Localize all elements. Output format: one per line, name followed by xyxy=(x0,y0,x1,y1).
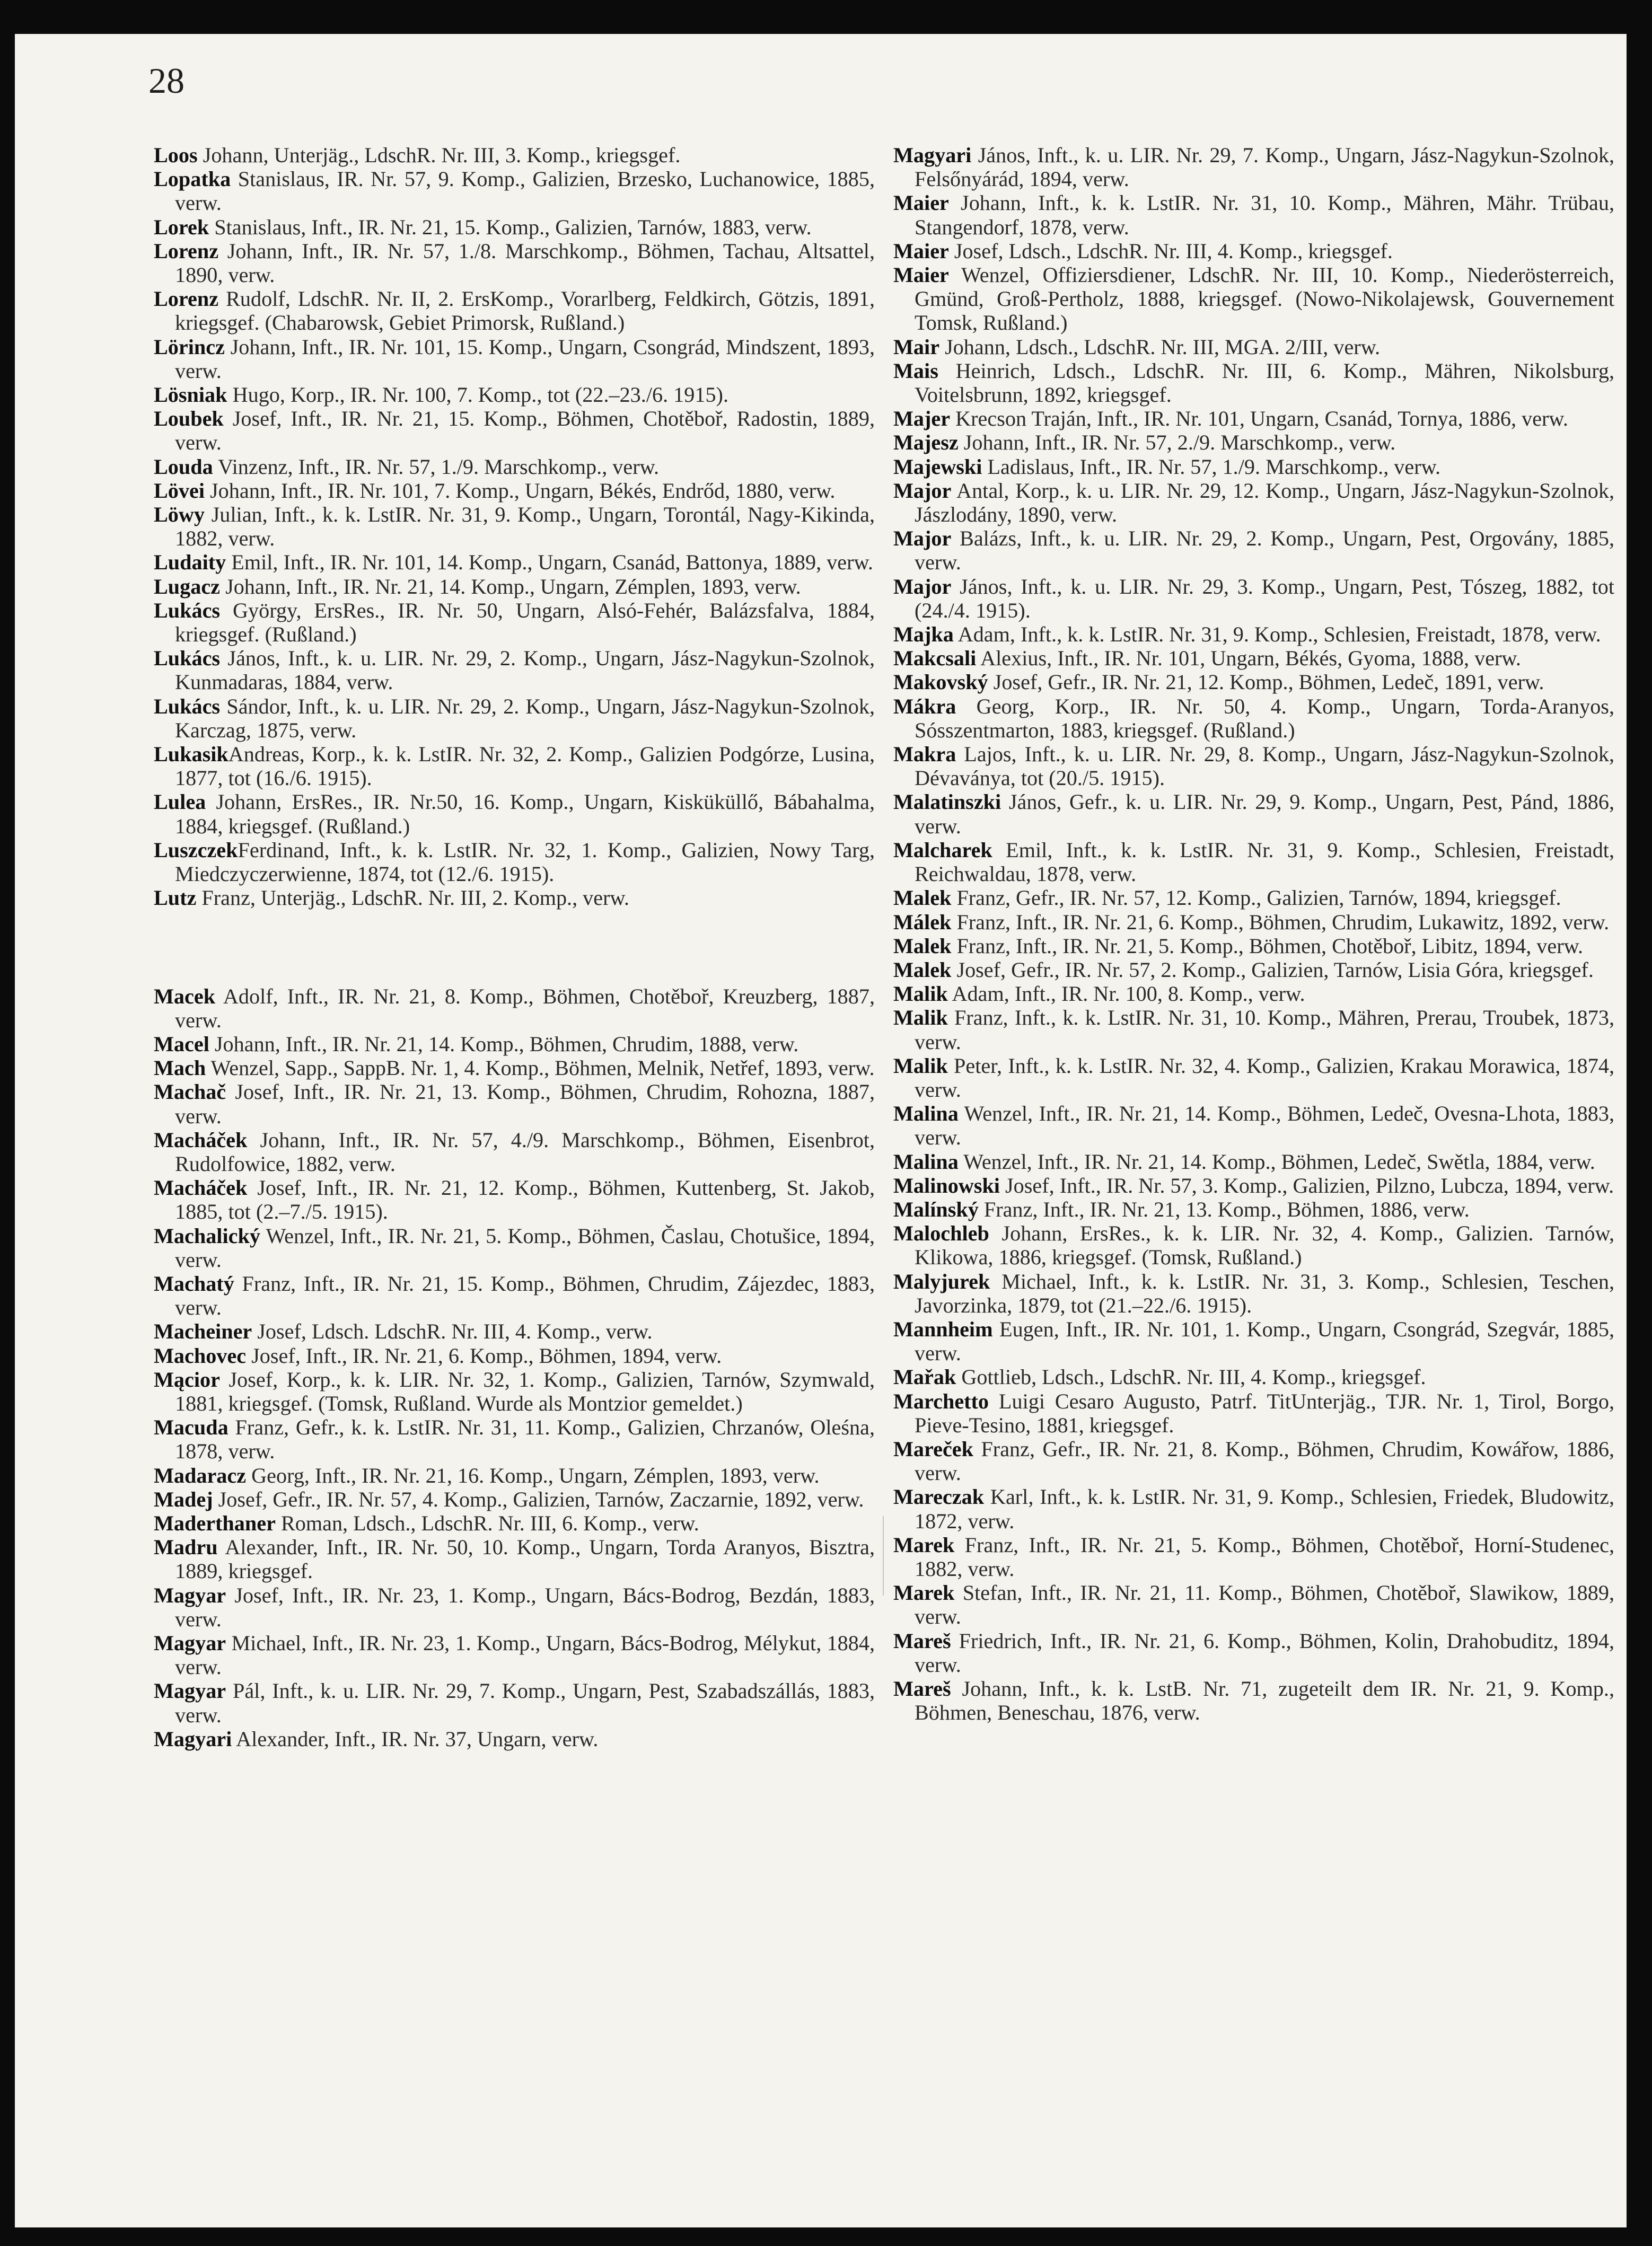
entry-surname: Madej xyxy=(154,1487,213,1511)
entry-surname: Mareš xyxy=(893,1628,951,1653)
entry-surname: Malik xyxy=(893,1006,948,1030)
entry-surname: Malinowski xyxy=(893,1173,1000,1197)
entry-surname: Majer xyxy=(893,407,951,431)
casualty-entry xyxy=(893,694,1614,742)
casualty-entry xyxy=(154,984,875,1032)
casualty-entry xyxy=(893,958,1614,982)
casualty-entry xyxy=(154,1631,875,1679)
casualty-entry xyxy=(893,982,1614,1006)
entry-surname: Mařak xyxy=(893,1365,956,1389)
casualty-entry xyxy=(893,1174,1614,1197)
casualty-entry xyxy=(893,1365,1614,1389)
entry-surname: Macel xyxy=(154,1032,209,1056)
entry-details: Balázs, Inft., k. u. LIR. Nr. 29, 2. Komp., Ungarn, Pest, Orgovány, 1885, verw. xyxy=(915,526,1614,575)
page-number: 28 xyxy=(148,60,184,101)
entry-details: Ladislaus, Inft., IR. Nr. 57, 1./9. Marschkomp., verw. xyxy=(982,454,1441,479)
entry-details: Josef, Ldsch., LdschR. Nr. III, 4. Komp., kriegsgef. xyxy=(948,239,1393,263)
entry-details: Josef, Korp., k. k. LIR. Nr. 32, 1. Komp., Galizien, Tarnów, Szymwald, 1881, kriegsgef. (Tomsk, Rußland. Wurde als Montzior gemeldet.) xyxy=(175,1367,875,1415)
entry-details: Adam, Inft., IR. Nr. 100, 8. Komp., verw. xyxy=(947,982,1305,1006)
entry-surname: Madru xyxy=(154,1535,218,1560)
entry-surname: Mákra xyxy=(893,694,956,718)
casualty-entry xyxy=(893,263,1614,335)
entry-details: Karl, Inft., k. k. LstIR. Nr. 31, 9. Komp., Schlesien, Friedek, Bludowitz, 1872, verw. xyxy=(915,1485,1614,1533)
casualty-entry xyxy=(154,1176,875,1223)
entry-surname: Marchetto xyxy=(893,1389,989,1413)
entry-surname: Malek xyxy=(893,886,952,910)
entry-details: Johann, Inft., IR. Nr. 57, 4./9. Marschkomp., Böhmen, Eisenbrot, Rudolfowice, 1882, verw. xyxy=(175,1128,875,1176)
entry-details: Emil, Inft., k. k. LstIR. Nr. 31, 9. Komp., Schlesien, Freistadt, Reichwaldau, 1878, verw. xyxy=(915,838,1614,886)
entry-surname: Machatý xyxy=(154,1271,234,1296)
entry-surname: Lutz xyxy=(154,886,197,910)
entry-details: Johann, Ldsch., LdschR. Nr. III, MGA. 2/III, verw. xyxy=(939,334,1381,359)
casualty-entry xyxy=(154,455,875,479)
casualty-entry xyxy=(154,694,875,742)
casualty-entry xyxy=(893,1006,1614,1053)
casualty-entry xyxy=(154,598,875,646)
entry-details: Eugen, Inft., IR. Nr. 101, 1. Komp., Ungarn, Csongrád, Szegvár, 1885, verw. xyxy=(915,1317,1614,1366)
entry-surname: Loos xyxy=(154,143,198,167)
entry-details: Michael, Inft., k. k. LstIR. Nr. 31, 3. Komp., Schlesien, Teschen, Javorzinka, 1879, tot (21.–22./6. 1915). xyxy=(915,1269,1614,1317)
entry-details: Johann, ErsRes., IR. Nr.50, 16. Komp., Ungarn, Kisküküllő, Bábahalma, 1884, kriegsgef. (Rußland.) xyxy=(175,790,875,838)
entry-surname: Löwy xyxy=(154,503,205,527)
entry-details: Wenzel, Inft., IR. Nr. 21, 5. Komp., Böhmen, Časlau, Chotušice, 1894, verw. xyxy=(175,1223,875,1272)
casualty-entry xyxy=(893,1485,1614,1532)
entry-surname: Lulea xyxy=(154,790,206,814)
casualty-entry xyxy=(154,239,875,287)
entry-surname: Malik xyxy=(893,1053,948,1078)
entry-details: Josef, Gefr., IR. Nr. 57, 4. Komp., Galizien, Tarnów, Zaczarnie, 1892, verw. xyxy=(213,1487,864,1511)
left-column xyxy=(154,143,875,1751)
entry-surname: Lorenz xyxy=(154,239,219,263)
casualty-entry xyxy=(893,1054,1614,1102)
entry-details: Peter, Inft., k. k. LstIR. Nr. 32, 4. Komp., Galizien, Krakau Morawica, 1874, verw. xyxy=(915,1053,1614,1102)
entry-details: Ferdinand, Inft., k. k. LstIR. Nr. 32, 1. Komp., Galizien, Nowy Targ, Miedczyczerwienne, 1874, tot (12./6. 1915). xyxy=(175,838,875,886)
entry-details: Rudolf, LdschR. Nr. II, 2. ErsKomp., Vorarlberg, Feldkirch, Götzis, 1891, kriegsgef. (Chabarowsk, Gebiet Primorsk, Rußland.) xyxy=(175,287,875,335)
entry-surname: Majesz xyxy=(893,430,959,455)
casualty-entry xyxy=(154,1487,875,1511)
entry-details: Johann, Inft., k. k. LstIR. Nr. 31, 10. Komp., Mähren, Mähr. Trübau, Stangendorf, 1878, verw. xyxy=(915,191,1614,239)
casualty-entry xyxy=(154,1415,875,1463)
casualty-entry xyxy=(893,1317,1614,1365)
casualty-entry xyxy=(893,838,1614,886)
casualty-entry xyxy=(154,838,875,886)
entry-details: Pál, Inft., k. u. LIR. Nr. 29, 7. Komp., Ungarn, Pest, Szabadszállás, 1883, verw. xyxy=(175,1679,875,1727)
entry-details: Heinrich, Ldsch., LdschR. Nr. III, 6. Komp., Mähren, Nikolsburg, Voitelsbrunn, 1892, kriegsgef. xyxy=(915,358,1614,407)
entry-details: Johann, ErsRes., k. k. LIR. Nr. 32, 4. Komp., Galizien. Tarnów, Klikowa, 1886, kriegsgef. (Tomsk, Rußland.) xyxy=(915,1221,1614,1270)
entry-details: Sándor, Inft., k. u. LIR. Nr. 29, 2. Komp., Ungarn, Jász-Nagykun-Szolnok, Karczag, 1875, verw. xyxy=(175,694,875,742)
entry-details: Franz, Inft., IR. Nr. 21, 6. Komp., Böhmen, Chrudim, Lukawitz, 1892, verw. xyxy=(951,910,1610,934)
entry-details: Johann, Inft., k. k. LstB. Nr. 71, zugeteilt dem IR. Nr. 21, 9. Komp., Böhmen, Beneschau, 1876, verw. xyxy=(915,1677,1614,1725)
entry-details: Wenzel, Inft., IR. Nr. 21, 14. Komp., Böhmen, Ledeč, Ovesna-Lhota, 1883, verw. xyxy=(915,1102,1614,1150)
casualty-entry xyxy=(154,1032,875,1056)
entry-details: Vinzenz, Inft., IR. Nr. 57, 1./9. Marschkomp., verw. xyxy=(213,454,660,479)
entry-surname: Luszczek xyxy=(154,838,238,862)
casualty-entry xyxy=(893,1629,1614,1677)
entry-surname: Maderthaner xyxy=(154,1511,276,1535)
entry-details: Franz, Inft., IR. Nr. 21, 5. Komp., Böhmen, Chotěboř, Libitz, 1894, verw. xyxy=(951,933,1584,958)
entry-details: György, ErsRes., IR. Nr. 50, Ungarn, Alsó-Fehér, Balázsfalva, 1884, kriegsgef. (Rußland.) xyxy=(175,598,875,647)
casualty-entry xyxy=(893,1437,1614,1485)
entry-details: Johann, Inft., IR. Nr. 57, 2./9. Marschkomp., verw. xyxy=(958,430,1396,455)
entry-surname: Malochleb xyxy=(893,1221,989,1246)
entry-surname: Lukács xyxy=(154,646,221,671)
entry-surname: Louda xyxy=(154,454,213,479)
entry-details: Lajos, Inft., k. u. LIR. Nr. 29, 8. Komp., Ungarn, Jász-Nagykun-Szolnok, Dévaványa, tot (20./5. 1915). xyxy=(915,742,1614,790)
entry-details: Johann, Inft., IR. Nr. 21, 14. Komp., Ungarn, Zémplen, 1893, verw. xyxy=(220,574,801,598)
right-column xyxy=(893,143,1614,1724)
entry-details: János, Inft., k. u. LIR. Nr. 29, 3. Komp., Ungarn, Pest, Tószeg, 1882, tot (24./4. 1915). xyxy=(915,574,1614,622)
casualty-entry xyxy=(893,1150,1614,1174)
entry-surname: Major xyxy=(893,526,952,551)
casualty-entry xyxy=(154,215,875,239)
entry-surname: Mareš xyxy=(893,1677,951,1701)
entry-surname: Mareček xyxy=(893,1437,973,1461)
entry-surname: Makra xyxy=(893,742,956,767)
entry-surname: Major xyxy=(893,478,952,503)
casualty-entry xyxy=(893,1270,1614,1317)
entry-surname: Loubek xyxy=(154,407,224,431)
entry-details: Alexius, Inft., IR. Nr. 101, Ungarn, Békés, Gyoma, 1888, verw. xyxy=(976,646,1521,671)
entry-surname: Malcharek xyxy=(893,838,992,862)
casualty-entry xyxy=(893,479,1614,526)
casualty-entry xyxy=(893,239,1614,263)
casualty-entry xyxy=(154,742,875,790)
entry-details: Alexander, Inft., IR. Nr. 37, Ungarn, verw. xyxy=(232,1727,599,1751)
column-divider xyxy=(883,1516,884,1596)
entry-details: Emil, Inft., IR. Nr. 101, 14. Komp., Ungarn, Csanád, Battonya, 1889, verw. xyxy=(226,550,873,575)
entry-details: János, Inft., k. u. LIR. Nr. 29, 2. Komp., Ungarn, Jász-Nagykun-Szolnok, Kunmadaras, 1884, verw. xyxy=(175,646,875,694)
entry-details: Michael, Inft., IR. Nr. 23, 1. Komp., Ungarn, Bács-Bodrog, Mélykut, 1884, verw. xyxy=(175,1631,875,1679)
entry-surname: Malina xyxy=(893,1149,959,1174)
entry-details: Wenzel, Offiziersdiener, LdschR. Nr. III, 10. Komp., Niederösterreich, Gmünd, Groß-Pertholz, 1888, kriegsgef. (Nowo-Nikolajewsk, Gouvernement Tomsk, Rußland.) xyxy=(915,263,1614,335)
casualty-entry xyxy=(154,407,875,454)
entry-surname: Malek xyxy=(893,957,952,982)
entry-details: Franz, Gefr., IR. Nr. 21, 8. Komp., Böhmen, Chrudim, Kowářow, 1886, verw. xyxy=(915,1437,1614,1485)
entry-details: Adolf, Inft., IR. Nr. 21, 8. Komp., Böhmen, Chotěboř, Kreuzberg, 1887, verw. xyxy=(175,984,875,1032)
casualty-entry xyxy=(154,1344,875,1368)
entry-surname: Mair xyxy=(893,334,940,359)
entry-surname: Machalický xyxy=(154,1223,260,1248)
entry-surname: Macháček xyxy=(154,1176,248,1200)
entry-details: Franz, Inft., k. k. LstIR. Nr. 31, 10. Komp., Mähren, Prerau, Troubek, 1873, verw. xyxy=(915,1006,1614,1054)
casualty-entry xyxy=(154,1080,875,1128)
entry-details: Friedrich, Inft., IR. Nr. 21, 6. Komp., Böhmen, Kolin, Drahobuditz, 1894, verw. xyxy=(915,1628,1614,1677)
casualty-entry xyxy=(154,503,875,550)
entry-surname: Malyjurek xyxy=(893,1269,990,1293)
entry-surname: Macháček xyxy=(154,1128,248,1152)
entry-surname: Maier xyxy=(893,191,949,215)
casualty-entry xyxy=(893,1102,1614,1149)
entry-surname: Lorek xyxy=(154,215,209,239)
casualty-entry xyxy=(154,1056,875,1080)
entry-details: Josef, Inft., IR. Nr. 21, 15. Komp., Böhmen, Chotěboř, Radostin, 1889, verw. xyxy=(175,407,875,455)
entry-details: Stanislaus, Inft., IR. Nr. 21, 15. Komp., Galizien, Tarnów, 1883, verw. xyxy=(209,215,812,239)
entry-surname: Lopatka xyxy=(154,167,231,191)
entry-details: Roman, Ldsch., LdschR. Nr. III, 6. Komp., verw. xyxy=(275,1511,699,1535)
entry-surname: Lugacz xyxy=(154,574,221,598)
entry-surname: Machovec xyxy=(154,1343,247,1368)
entry-details: Franz, Inft., IR. Nr. 21, 15. Komp., Böhmen, Chrudim, Zájezdec, 1883, verw. xyxy=(175,1271,875,1320)
entry-details: Johann, Inft., IR. Nr. 101, 7. Komp., Ungarn, Békés, Endrőd, 1880, verw. xyxy=(205,478,836,503)
entry-details: János, Gefr., k. u. LIR. Nr. 29, 9. Komp., Ungarn, Pest, Pánd, 1886, verw. xyxy=(915,790,1614,838)
entry-details: Josef, Inft., IR. Nr. 21, 6. Komp., Böhmen, 1894, verw. xyxy=(246,1343,722,1368)
entry-surname: Lukács xyxy=(154,694,221,718)
casualty-entry xyxy=(893,934,1614,958)
casualty-entry xyxy=(893,886,1614,910)
entry-surname: Magyari xyxy=(154,1727,232,1751)
entry-surname: Macuda xyxy=(154,1415,229,1440)
entry-details: Georg, Inft., IR. Nr. 21, 16. Komp., Ungarn, Zémplen, 1893, verw. xyxy=(246,1463,820,1487)
casualty-entry xyxy=(893,407,1614,430)
entry-surname: Makcsali xyxy=(893,646,977,671)
entry-details: János, Inft., k. u. LIR. Nr. 29, 7. Komp., Ungarn, Jász-Nagykun-Szolnok, Felsőnyárád, 1894, verw. xyxy=(915,143,1614,191)
casualty-entry xyxy=(893,526,1614,574)
entry-details: Johann, Unterjäg., LdschR. Nr. III, 3. Komp., kriegsgef. xyxy=(197,143,681,167)
entry-surname: Malatinszki xyxy=(893,790,1001,814)
entry-details: Antal, Korp., k. u. LIR. Nr. 29, 12. Komp., Ungarn, Jász-Nagykun-Szolnok, Jászlodány, 1890, verw. xyxy=(915,478,1614,527)
entry-surname: Majka xyxy=(893,622,954,647)
entry-details: Wenzel, Inft., IR. Nr. 21, 14. Komp., Böhmen, Ledeč, Swětla, 1884, verw. xyxy=(958,1149,1595,1174)
entry-surname: Makovský xyxy=(893,670,988,694)
casualty-entry xyxy=(893,1677,1614,1724)
entry-details: Gottlieb, Ldsch., LdschR. Nr. III, 4. Komp., kriegsgef. xyxy=(956,1365,1426,1389)
entry-surname: Major xyxy=(893,574,952,598)
entry-surname: Lörincz xyxy=(154,334,225,359)
casualty-entry xyxy=(154,575,875,598)
entry-surname: Mącior xyxy=(154,1367,220,1391)
casualty-entry xyxy=(154,143,875,167)
entry-details: Georg, Korp., IR. Nr. 50, 4. Komp., Ungarn, Torda-Aranyos, Sósszentmarton, 1883, kriegsgef. (Rußland.) xyxy=(915,694,1614,742)
entry-surname: Mannheim xyxy=(893,1317,993,1341)
casualty-entry xyxy=(154,550,875,574)
entry-surname: Machač xyxy=(154,1080,226,1104)
entry-details: Franz, Gefr., k. k. LstIR. Nr. 31, 11. Komp., Galizien, Chrzanów, Oleśna, 1878, verw. xyxy=(175,1415,875,1464)
entry-surname: Mach xyxy=(154,1056,206,1080)
casualty-entry xyxy=(893,1221,1614,1269)
entry-details: Josef, Inft., IR. Nr. 21, 12. Komp., Böhmen, Kuttenberg, St. Jakob, 1885, tot (2.–7./5. 1915). xyxy=(175,1176,875,1224)
entry-details: Josef, Ldsch. LdschR. Nr. III, 4. Komp., verw. xyxy=(252,1319,653,1344)
casualty-entry xyxy=(154,1511,875,1535)
casualty-entry xyxy=(154,1319,875,1343)
entry-surname: Malínský xyxy=(893,1197,979,1221)
casualty-entry xyxy=(154,1368,875,1415)
casualty-entry xyxy=(893,790,1614,838)
casualty-entry xyxy=(154,335,875,383)
entry-details: Franz, Gefr., IR. Nr. 57, 12. Komp., Galizien, Tarnów, 1894, kriegsgef. xyxy=(951,886,1561,910)
entry-details: Josef, Inft., IR. Nr. 21, 13. Komp., Böhmen, Chrudim, Rohozna, 1887, verw. xyxy=(175,1080,875,1128)
casualty-entry xyxy=(893,1197,1614,1221)
entry-surname: Macek xyxy=(154,984,216,1008)
entry-details: Stanislaus, IR. Nr. 57, 9. Komp., Galizien, Brzesko, Luchanowice, 1885, verw. xyxy=(175,167,875,215)
entry-surname: Marek xyxy=(893,1581,955,1605)
casualty-entry xyxy=(154,1679,875,1727)
casualty-entry xyxy=(154,383,875,407)
casualty-entry xyxy=(154,1727,875,1751)
entry-details: Luigi Cesaro Augusto, Patrf. TitUnterjäg., TJR. Nr. 1, Tirol, Borgo, Pieve-Tesino, 1881, kriegsgef. xyxy=(915,1389,1614,1437)
entry-details: Adam, Inft., k. k. LstIR. Nr. 31, 9. Komp., Schlesien, Freistadt, 1878, verw. xyxy=(953,622,1601,647)
entry-surname: Lövei xyxy=(154,478,205,503)
entry-details: Josef, Gefr., IR. Nr. 21, 12. Komp., Böhmen, Ledeč, 1891, verw. xyxy=(988,670,1544,694)
entry-details: Johann, Inft., IR. Nr. 21, 14. Komp., Böhmen, Chrudim, 1888, verw. xyxy=(209,1032,799,1056)
entry-details: Franz, Inft., IR. Nr. 21, 5. Komp., Böhmen, Chotěboř, Horní-Studenec, 1882, verw. xyxy=(915,1532,1614,1581)
casualty-entry xyxy=(893,1533,1614,1581)
entry-surname: Malik xyxy=(893,982,948,1006)
casualty-entry xyxy=(893,191,1614,239)
casualty-entry xyxy=(893,575,1614,622)
casualty-entry xyxy=(154,1464,875,1487)
casualty-entry xyxy=(893,143,1614,191)
casualty-entry xyxy=(893,1389,1614,1437)
casualty-entry xyxy=(893,335,1614,359)
entry-details: Andreas, Korp., k. k. LstIR. Nr. 32, 2. Komp., Galizien Podgórze, Lusina, 1877, tot (16./6. 1915). xyxy=(175,742,875,790)
casualty-entry xyxy=(154,1272,875,1319)
casualty-entry xyxy=(154,1535,875,1583)
entry-surname: Mais xyxy=(893,358,938,383)
casualty-entry xyxy=(893,742,1614,790)
entry-details: Wenzel, Sapp., SappB. Nr. 1, 4. Komp., Böhmen, Melnik, Netřef, 1893, verw. xyxy=(206,1056,875,1080)
entry-details: Julian, Inft., k. k. LstIR. Nr. 31, 9. Komp., Ungarn, Torontál, Nagy-Kikinda, 1882, verw. xyxy=(175,503,875,551)
casualty-entry xyxy=(893,359,1614,407)
casualty-entry xyxy=(154,646,875,694)
entry-surname: Macheiner xyxy=(154,1319,252,1344)
entry-surname: Malek xyxy=(893,933,952,958)
casualty-entry xyxy=(893,1581,1614,1628)
entry-details: Johann, Inft., IR. Nr. 57, 1./8. Marschkomp., Böhmen, Tachau, Altsattel, 1890, verw. xyxy=(175,239,875,287)
entry-details: Josef, Inft., IR. Nr. 57, 3. Komp., Galizien, Pilzno, Lubcza, 1894, verw. xyxy=(999,1173,1614,1197)
section-gap xyxy=(154,910,875,984)
casualty-entry xyxy=(893,455,1614,479)
entry-surname: Magyar xyxy=(154,1583,226,1607)
entry-surname: Lukács xyxy=(154,598,221,622)
casualty-entry xyxy=(154,1583,875,1631)
casualty-entry xyxy=(154,287,875,334)
entry-details: Josef, Inft., IR. Nr. 23, 1. Komp., Ungarn, Bács-Bodrog, Bezdán, 1883, verw. xyxy=(175,1583,875,1631)
casualty-entry xyxy=(154,167,875,215)
casualty-entry xyxy=(154,886,875,910)
entry-surname: Malina xyxy=(893,1102,959,1126)
entry-details: Franz, Unterjäg., LdschR. Nr. III, 2. Komp., verw. xyxy=(196,886,629,910)
entry-surname: Magyar xyxy=(154,1679,226,1703)
entry-surname: Magyari xyxy=(893,143,972,167)
entry-details: Hugo, Korp., IR. Nr. 100, 7. Komp., tot (22.–23./6. 1915). xyxy=(227,383,728,407)
casualty-entry xyxy=(154,479,875,503)
entry-surname: Madaracz xyxy=(154,1463,247,1487)
casualty-entry xyxy=(893,430,1614,454)
entry-surname: Mareczak xyxy=(893,1485,985,1509)
entry-surname: Magyar xyxy=(154,1631,226,1655)
entry-surname: Ludaity xyxy=(154,550,226,575)
entry-details: Stefan, Inft., IR. Nr. 21, 11. Komp., Böhmen, Chotěboř, Slawikow, 1889, verw. xyxy=(915,1581,1614,1629)
entry-surname: Majewski xyxy=(893,454,982,479)
entry-details: Josef, Gefr., IR. Nr. 57, 2. Komp., Galizien, Tarnów, Lisia Góra, kriegsgef. xyxy=(951,957,1594,982)
casualty-entry xyxy=(154,1224,875,1272)
entry-surname: Maier xyxy=(893,239,949,263)
entry-surname: Málek xyxy=(893,910,952,934)
casualty-entry xyxy=(154,790,875,838)
casualty-entry xyxy=(893,622,1614,646)
entry-surname: Maier xyxy=(893,263,949,287)
entry-details: Alexander, Inft., IR. Nr. 50, 10. Komp., Ungarn, Torda Aranyos, Bisztra, 1889, kriegsgef. xyxy=(175,1535,875,1583)
entry-surname: Lorenz xyxy=(154,287,219,311)
casualty-entry xyxy=(893,910,1614,934)
entry-details: Johann, Inft., IR. Nr. 101, 15. Komp., Ungarn, Csongrád, Mindszent, 1893, verw. xyxy=(175,334,875,383)
entry-surname: Lösniak xyxy=(154,383,227,407)
casualty-entry xyxy=(154,1128,875,1176)
entry-surname: Lukasik xyxy=(154,742,229,767)
entry-surname: Marek xyxy=(893,1532,955,1557)
entry-details: Krecson Traján, Inft., IR. Nr. 101, Ungarn, Csanád, Tornya, 1886, verw. xyxy=(950,407,1568,431)
casualty-entry xyxy=(893,670,1614,694)
casualty-entry xyxy=(893,646,1614,670)
entry-details: Franz, Inft., IR. Nr. 21, 13. Komp., Böhmen, 1886, verw. xyxy=(978,1197,1470,1221)
